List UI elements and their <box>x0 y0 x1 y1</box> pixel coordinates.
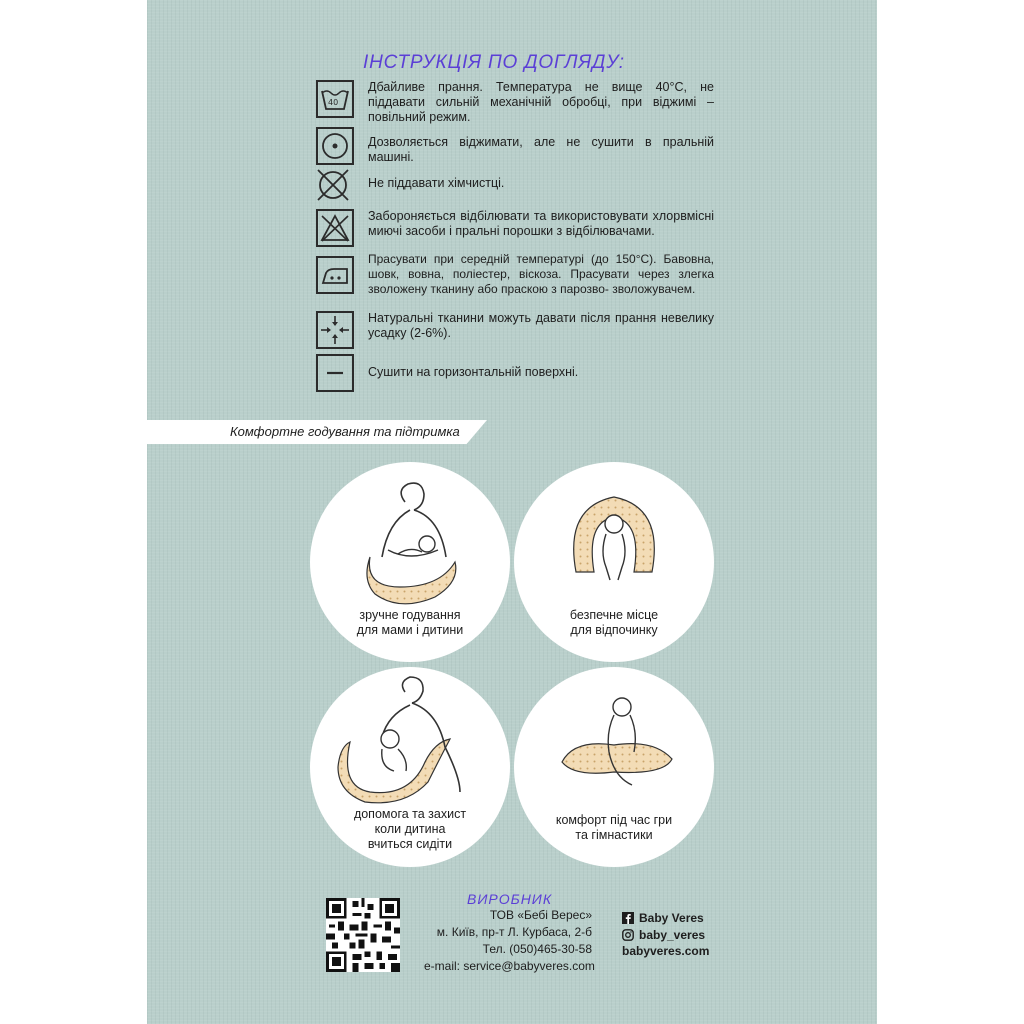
care-text-iron: Прасувати при середній температурі (до 150°С). Бавовна, шовк, вовна, поліестер, віскоза. Прасувати через злегка зволожену тканину або праскою з парозво- зволожувачем. <box>368 252 714 296</box>
wash-40-icon <box>316 80 354 118</box>
manufacturer-company: ТОВ «Бебі Верес» <box>489 908 592 922</box>
feature-card-play <box>514 667 714 867</box>
care-title: ІНСТРУКЦІЯ ПО ДОГЛЯДУ: <box>363 52 625 73</box>
website-link[interactable]: babyveres.com <box>622 944 710 958</box>
iron-medium-icon <box>316 256 354 294</box>
instagram-icon <box>622 929 634 941</box>
care-text-shrink: Натуральні тканини можуть давати після прання невелику усадку (2-6%). <box>368 311 714 340</box>
feature-card-sitting <box>310 667 510 867</box>
manufacturer-email[interactable]: e-mail: service@babyveres.com <box>424 959 595 973</box>
feature-card-rest <box>514 462 714 662</box>
no-bleach-icon <box>316 209 354 247</box>
instagram-link[interactable]: baby_veres <box>622 928 705 942</box>
facebook-icon <box>622 912 634 924</box>
feature-caption: комфорт під час гри та гімнастики <box>555 813 673 842</box>
care-text-wash: Дбайливе прання. Температура не вище 40°С, не піддавати сильній механічній обробці, при віджимі – повільний режим. <box>368 80 714 124</box>
facebook-link[interactable]: Baby Veres <box>622 911 704 925</box>
feature-caption: зручне годування для мами і дитини <box>356 608 464 637</box>
banner-text: Комфортне годування та підтримка <box>230 424 460 439</box>
care-text-dryflat: Сушити на горизонтальній поверхні. <box>368 365 579 379</box>
no-dry-clean-icon <box>316 168 354 206</box>
shrinkage-icon <box>316 311 354 349</box>
qr-code-icon[interactable] <box>326 898 400 972</box>
tumble-dry-prohibited-icon <box>316 127 354 165</box>
care-text-bleach: Забороняється відбілювати та використовувати хлорвмісні миючі засоби і пральні порошки з відбілювачами. <box>368 209 714 238</box>
feature-caption: безпечне місце для відпочинку <box>569 608 659 637</box>
care-text-tumble: Дозволяється віджимати, але не сушити в пральній машині. <box>368 135 714 164</box>
wash-temperature: 40 <box>328 98 339 107</box>
dry-flat-icon <box>316 354 354 392</box>
feature-caption: допомога та захист коли дитина вчиться сидіти <box>353 807 467 851</box>
feature-card-feeding <box>310 462 510 662</box>
manufacturer-address: м. Київ, пр-т Л. Курбаса, 2-б <box>436 925 592 939</box>
care-text-dryclean: Не піддавати хімчистці. <box>368 176 505 190</box>
manufacturer-phone: Тел. (050)465-30-58 <box>482 942 592 956</box>
manufacturer-title: ВИРОБНИК <box>467 891 553 907</box>
